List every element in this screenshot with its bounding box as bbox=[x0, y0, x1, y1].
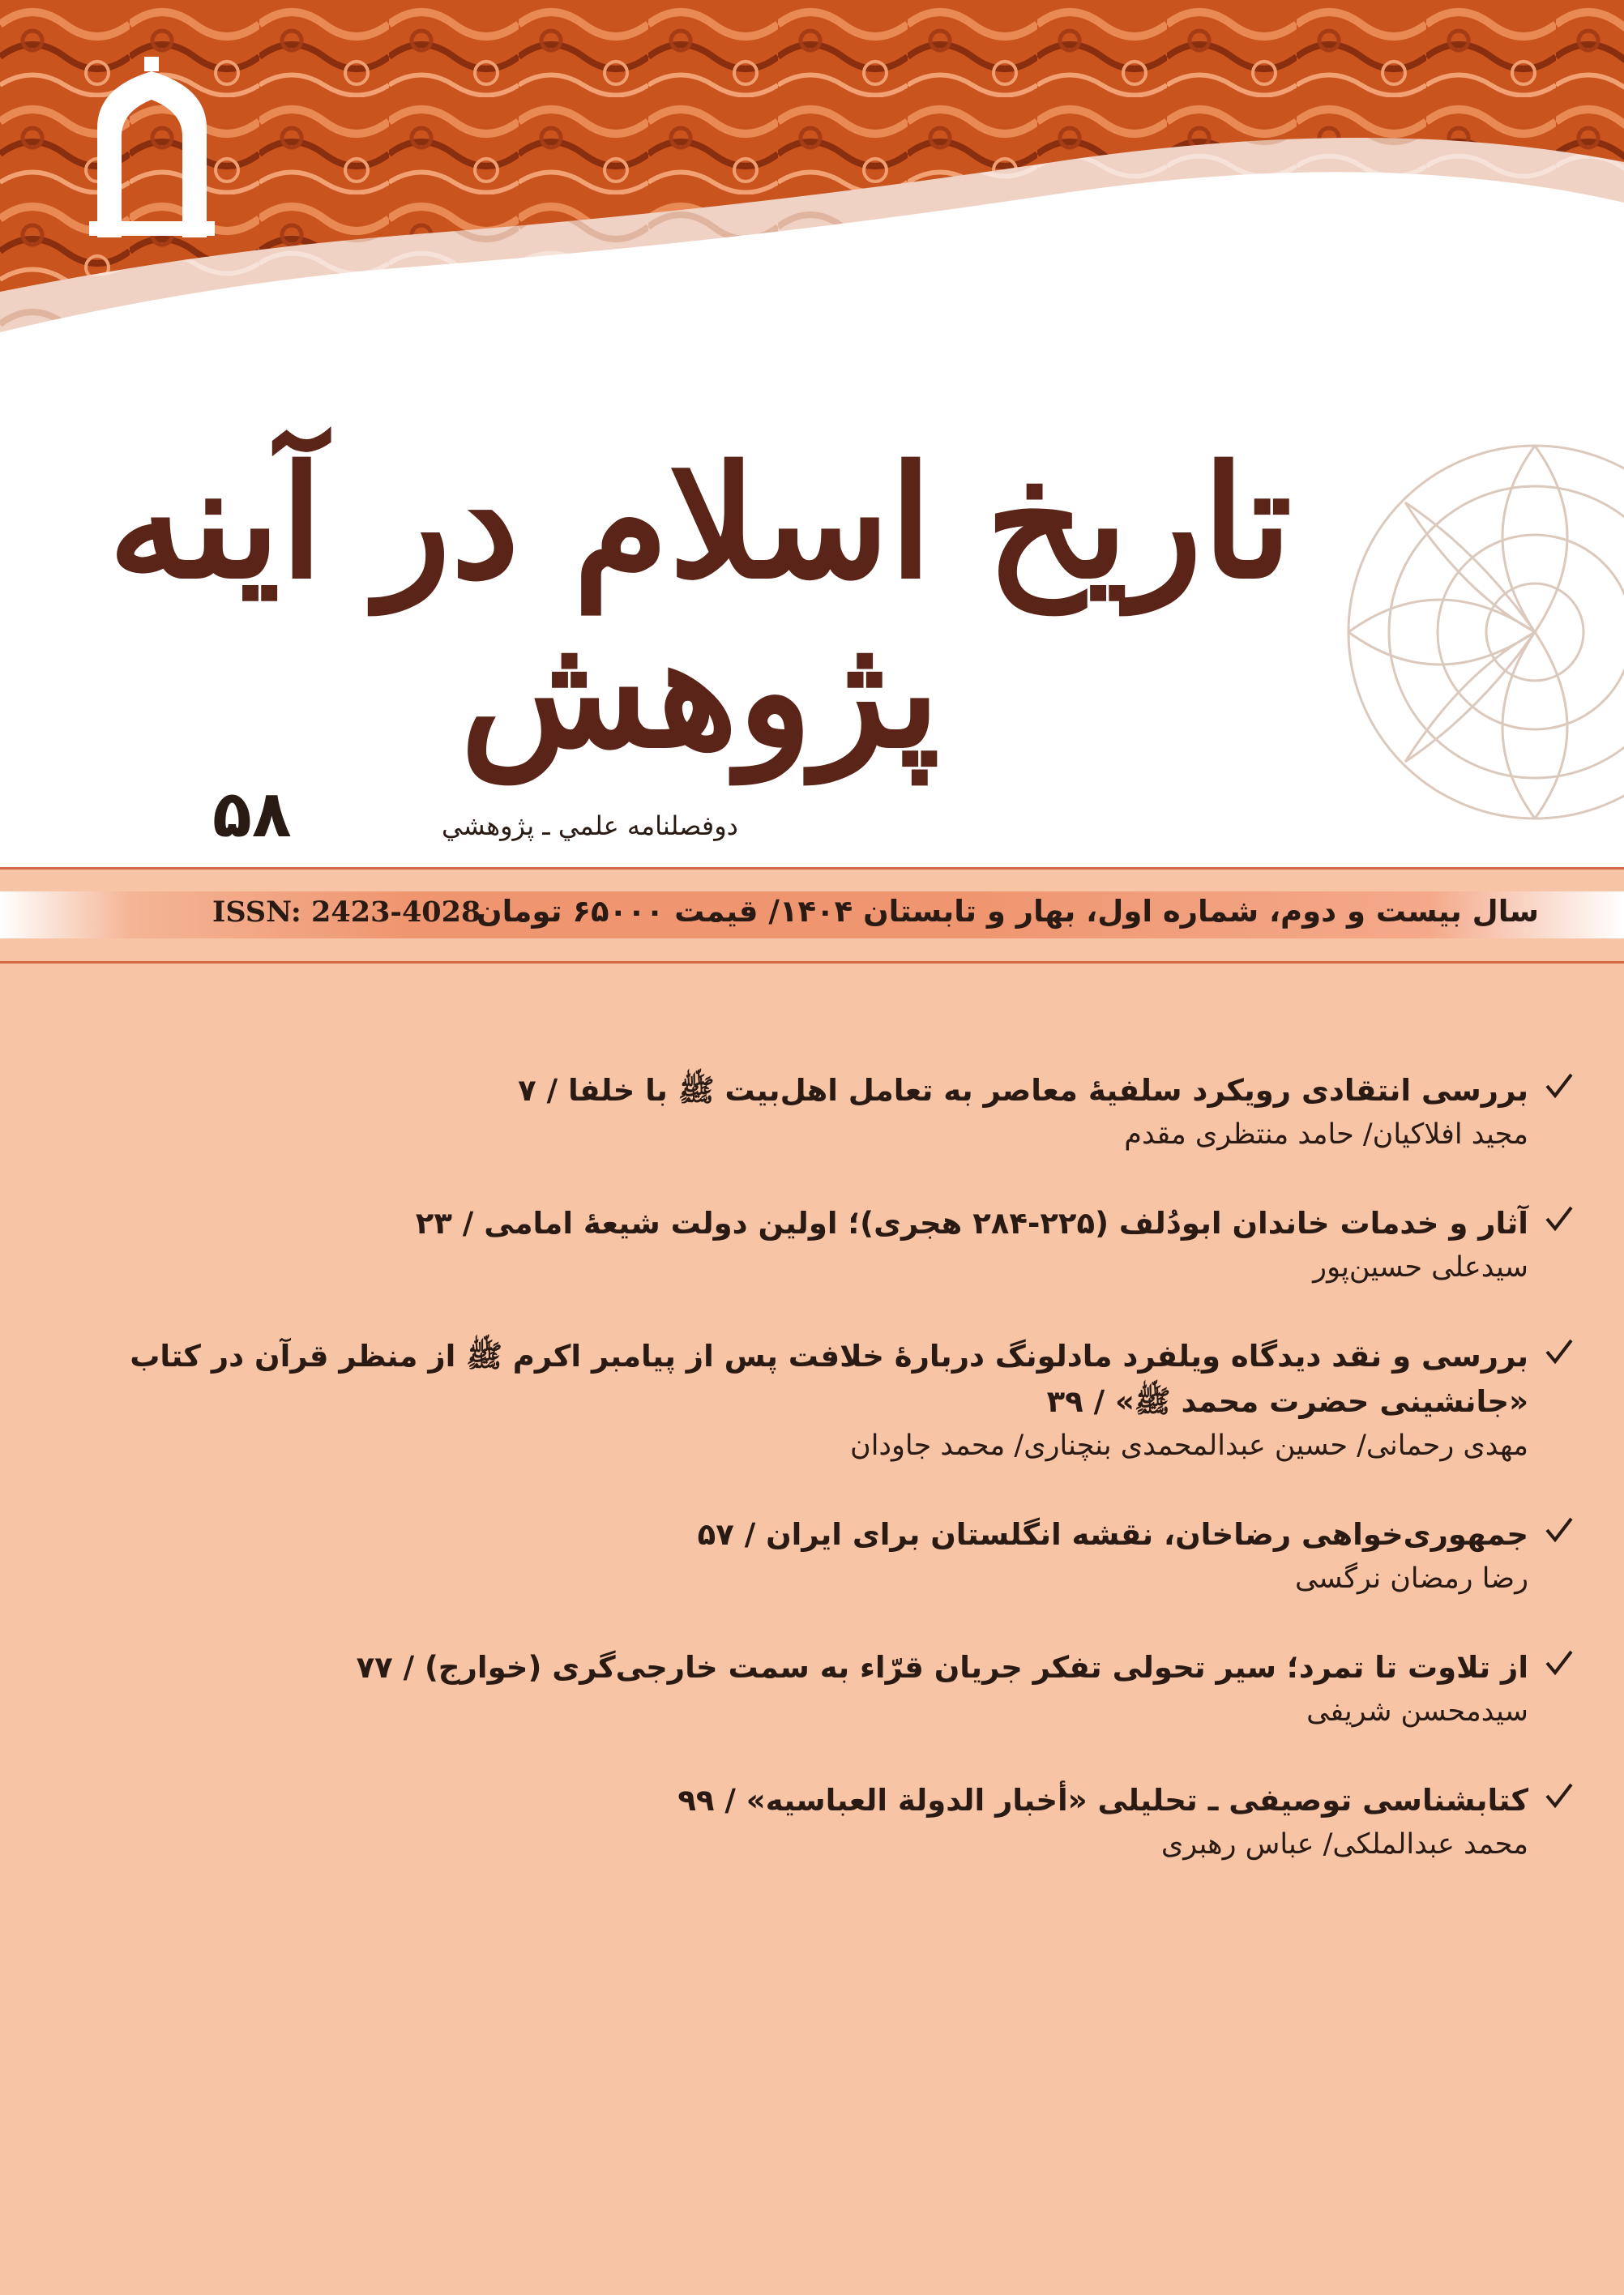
article-title: جمهوری‌خواهی رضاخان، نقشه انگلستان برای ایران / ۵۷ bbox=[697, 1517, 1528, 1552]
toc-item bbox=[110, 1512, 1528, 1600]
article-title: بررسی انتقادی رویکرد سلفیهٔ معاصر به تعامل اهل‌بیت ﷺ با خلفا / ۷ bbox=[518, 1073, 1528, 1108]
journal-subtitle: دوفصلنامه علمي ـ پژوهشي bbox=[442, 810, 738, 841]
institute-logo bbox=[81, 55, 223, 241]
article-title: از تلاوت تا تمرد؛ سیر تحولی تفکر جریان قرّاء به سمت خارجی‌گری (خوارج) / ۷۷ bbox=[356, 1650, 1528, 1685]
toc-item bbox=[110, 1645, 1528, 1733]
check-icon bbox=[1543, 1514, 1575, 1546]
article-authors: مهدی رحمانی/ حسین عبدالمحمدی بنچناری/ محمد جاودان bbox=[849, 1430, 1528, 1462]
article-authors: سیدعلی حسین‌پور bbox=[1313, 1251, 1528, 1284]
article-authors: رضا رمضان نرگسی bbox=[1294, 1562, 1528, 1595]
check-icon bbox=[1543, 1070, 1575, 1102]
check-icon bbox=[1543, 1780, 1575, 1812]
article-authors: مجید افلاکیان/ حامد منتظری مقدم bbox=[1124, 1118, 1528, 1151]
toc-item bbox=[110, 1201, 1528, 1289]
article-title: بررسی و نقد دیدگاه ویلفرد مادلونگ دربارهٔ خلافت پس از پیامبر اکرم ﷺ از منظر قرآن در کتاب «جانشینی حضرت محمد ﷺ» / ۳۹ bbox=[130, 1339, 1528, 1419]
check-icon bbox=[1543, 1336, 1575, 1368]
issue-number: ۵۸ bbox=[212, 776, 292, 852]
divider-bottom bbox=[0, 961, 1624, 964]
check-icon bbox=[1543, 1203, 1575, 1235]
article-authors: سیدمحسن شریفی bbox=[1306, 1695, 1528, 1728]
article-authors: محمد عبدالملکی/ عباس رهبری bbox=[1160, 1828, 1528, 1861]
volume-info: سال بیست و دوم، شماره اول، بهار و تابستان ۱۴۰۴/ قیمت ۶۵۰۰۰ تومان bbox=[477, 894, 1539, 929]
toc-item bbox=[110, 1334, 1528, 1467]
toc-item bbox=[110, 1778, 1528, 1865]
journal-title: تاریخ اسلام در آینه پژوهش bbox=[108, 432, 1293, 782]
toc-item bbox=[110, 1068, 1528, 1156]
article-title: آثار و خدمات خاندان ابودُلف (۲۲۵-۲۸۴ هجری)؛ اولین دولت شیعهٔ امامی / ۲۳ bbox=[415, 1206, 1528, 1241]
divider-top bbox=[0, 867, 1624, 870]
marbled-banner bbox=[0, 0, 1624, 381]
issn: ISSN: 2423-4028 bbox=[212, 895, 481, 929]
article-title: کتابشناسی توصیفی ـ تحلیلی «أخبار الدولة العباسیه» / ۹۹ bbox=[677, 1783, 1528, 1818]
arabesque-ornament bbox=[1267, 405, 1624, 859]
table-of-contents bbox=[110, 1068, 1528, 1865]
check-icon bbox=[1543, 1647, 1575, 1679]
